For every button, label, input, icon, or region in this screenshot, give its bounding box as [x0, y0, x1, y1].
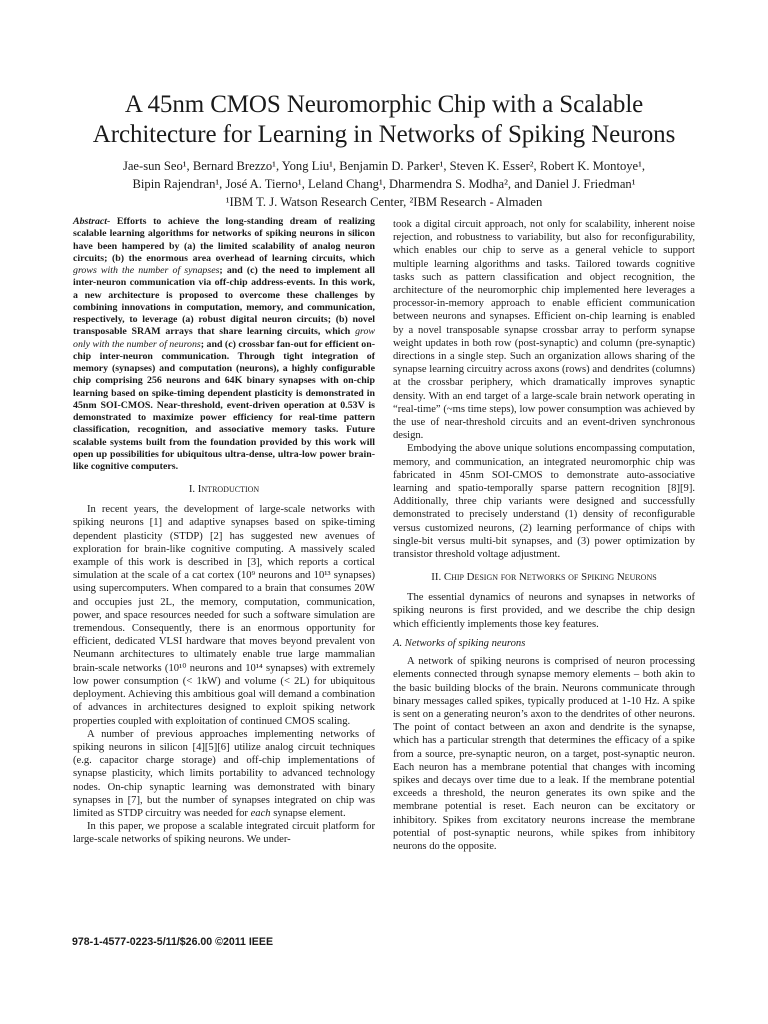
intro-paragraph-2-end: synapse element.: [270, 807, 346, 819]
abstract: [73, 216, 375, 473]
intro-paragraph-3: In this paper, we propose a scalable integrated circuit platform for large-scale networks of spiking neurons. We under-: [73, 821, 375, 846]
intro-paragraph-2-text: A number of previous approaches implementing networks of spiking neurons in silicon [4][5][6] utilize analog circuit techniques (e.g. capacitor charge storage) and off-chip implementations of synapse plasticity, which limits portability to advanced technology nodes. On-chip synaptic learning was demonstrated with binary synapses in [7], but the number of synapses integrated on chip was limited as STDP circuitry was needed for: [73, 728, 375, 819]
left-column: [73, 216, 375, 847]
right-paragraph-2: Embodying the above unique solutions encompassing computation, memory, and communication, an integrated neuromorphic chip was fabricated in 45nm SOI-CMOS to demonstrate auto-associative learning and spatio-temporally sparse pattern recognition [8][9]. Additionally, three chip variants were designed and successfully demonstrated to precisely understand (1) density of reconfigurable versus customized neurons, (2) learning performance of chips with single-bit versus multi-bit synapses, and (3) power optimization by transistor threshold voltage adjustment.: [393, 443, 695, 561]
authors-line-2: Bipin Rajendran¹, José A. Tierno¹, Leland Chang¹, Dharmendra S. Modha², and Daniel J. Friedman¹: [132, 177, 636, 191]
chip-design-paragraph-1: The essential dynamics of neurons and synapses in networks of spiking neurons is first provided, and we describe the chip design which efficiently implements those key features.: [393, 592, 695, 630]
affiliations: ¹IBM T. J. Watson Research Center, ²IBM Research - Almaden: [225, 195, 543, 209]
copyright-footer: 978-1-4577-0223-5/11/$26.00 ©2011 IEEE: [72, 936, 274, 948]
abstract-text-1: Efforts to achieve the long-standing dream of realizing scalable learning algorithms for networks of spiking neurons in silicon have been hampered by (a) the limited scalability of analog neuron circuits; (b) the enormous area overhead of learning circuits, which: [73, 216, 375, 264]
right-column: [393, 218, 695, 853]
abstract-emphasis-2: grow only with the number of neurons: [73, 326, 375, 350]
title-line-2: Architecture for Learning in Networks of Spiking Neurons: [92, 121, 676, 148]
authors-line-1: Jae-sun Seo¹, Bernard Brezzo¹, Yong Liu¹, Benjamin D. Parker¹, Steven K. Esser², Robert K. Montoye¹,: [122, 159, 646, 173]
chip-design-paragraph-2: A network of spiking neurons is comprised of neuron processing elements connected through synapse memory elements – both akin to the basic building blocks of the brain. Neurons communicate through binary messages called spikes, typically produced at 1-10 Hz. A spike is sent on a generating neuron’s axon to the dendrites of other neurons. The point of contact between an axon and dendrite is the synapse, which has a particular strength that determines the efficacy of a spike from a source, pre-synaptic neuron, on a target, post-synaptic neuron. Each neuron has a membrane potential that changes with incoming spikes and decays over time due to a leak. If the membrane potential exceeds a threshold, the neuron generates its own spike and the membrane potential is reset. Each neuron can be excitatory or inhibitory. Spikes from excitatory neurons increase the membrane potential of post-synaptic neurons, while spikes from inhibitory neurons do the opposite.: [393, 656, 695, 852]
intro-paragraph-2-emphasis: each: [250, 807, 271, 819]
section-heading-chip-design: II. Chip Design for Networks of Spiking Neurons: [431, 571, 657, 584]
author-list: [60, 157, 708, 193]
section-heading-introduction: I. Introduction: [188, 483, 260, 496]
abstract-text-3: ; and (c) crossbar fan-out for efficient on-chip inter-neuron communication. Through tight integration of memory (synapses) and computation (neurons), a highly configurable chip comprising 256 neurons and 64K binary synapses with on-chip learning based on spike-timing dependent plasticity is demonstrated in 45nm SOI-CMOS. Near-threshold, event-driven operation at 0.53V is demonstrated to maximize power efficiency for real-time pattern classification, recognition, and associative memory tasks. Future scalable systems built from the foundation provided by this work will open up possibilities for ubiquitous ultra-dense, ultra-low power brain-like cognitive computers.: [73, 338, 375, 472]
abstract-emphasis-1: grows with the number of synapses: [73, 265, 220, 276]
right-paragraph-1: took a digital circuit approach, not only for scalability, inherent noise rejection, and robustness to variability, but also for reconfigurability, which enables our chip to serve as a general vehicle to support multiple learning algorithms and tasks. Tailored towards cognitive tasks such as pattern classification and object recognition, the architecture of the neuromorphic chip implemented here leverages a processor-in-memory approach to enable efficient communication between neurons and synapses. Efficient on-chip learning is enabled by a novel transposable synapse crossbar array to perform synapse weight updates in both row (post-synaptic) and column (pre-synaptic) directions in a single step. Such an organization allows sharing of the synapse learning circuitry across axons (rows) and dendrites (columns) at the crossbar periphery, which dramatically improves synaptic density. With an end target of a large-scale brain network operating in “real-time” (~ms time steps), low power consumption was achieved by the use of near-threshold circuits and an event-driven synchronous design.: [393, 219, 695, 442]
intro-paragraph-1: In recent years, the development of large-scale networks with spiking neurons [1] and adaptive synapses based on spike-timing dependent plasticity (STDP) [2] has suggested new avenues of exploration for brain-like cognitive computing. A massively scaled example of this work is described in [3], which reports a cortical simulation at the scale of a cat cortex (10⁹ neurons and 10¹³ synapses) using supercomputers. When compared to a brain that consumes 20W and occupies just 2L, the memory, computation, communication, power, and space resources needed for such a software simulation are tremendous. Consequently, there is an enormous opportunity for efficient, dedicated VLSI hardware that moves beyond prevalent von Neumann architectures to ultimately enable true large mammalian brain-scale networks (10¹⁰ neurons and 10¹⁴ synapses) with extremely low power consumption (< 1kW) and volume (< 2L) for ubiquitous deployment. Achieving this ambitious goal will demand a combination of advances in architectures designed to exploit spiking network properties coupled with exploitation of continued CMOS scaling.: [73, 504, 375, 727]
abstract-label: Abstract-: [73, 216, 111, 227]
intro-paragraph-2: [73, 728, 375, 820]
subsection-heading-spiking-networks: A. Networks of spiking neurons: [393, 637, 526, 649]
title-line-1: A 45nm CMOS Neuromorphic Chip with a Scalable: [124, 91, 644, 118]
paper-title: [40, 90, 728, 150]
abstract-text-2: ; and (c) the need to implement all inter-neuron communication via off-chip address-events. In this work, a new architecture is proposed to overcome these challenges by combining innovations in computation, memory, and communication, respectively, to leverage (a) robust digital neuron circuits; (b) novel transposable SRAM arrays that share learning circuits, which: [73, 265, 375, 338]
